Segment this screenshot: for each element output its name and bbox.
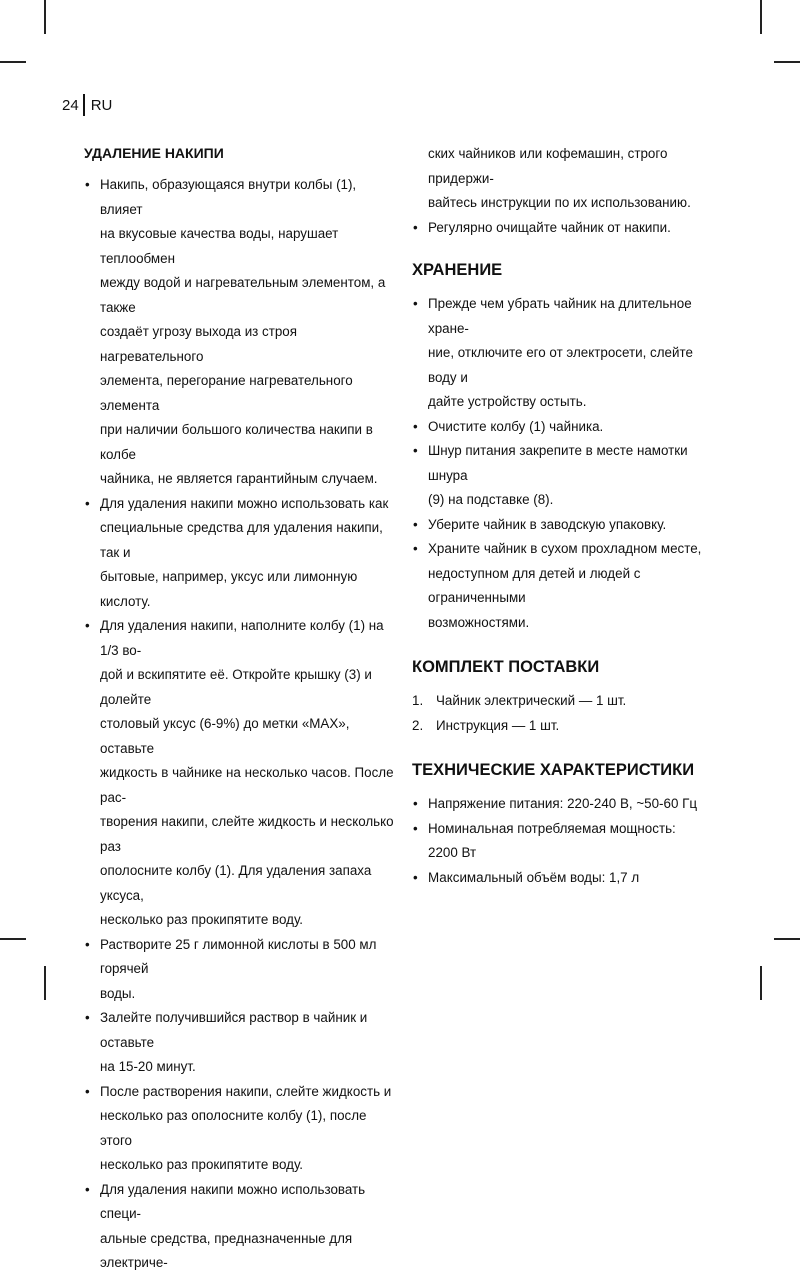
specs-title: ТЕХНИЧЕСКИЕ ХАРАКТЕРИСТИКИ (412, 761, 695, 779)
crop-mark (44, 0, 46, 34)
crop-mark (774, 61, 800, 63)
text-line: • Храните чайник в сухом прохладном месте, (428, 541, 702, 556)
text-line: несколько раз прокипятите воду. (100, 1157, 304, 1172)
text-line: • Для удаления накипи можно использовать как (100, 495, 389, 511)
text-line: специальные средства для удаления накипи, так и (100, 520, 383, 560)
descaling-title: УДАЛЕНИЕ НАКИПИ (84, 145, 224, 161)
list-item (412, 415, 712, 440)
item-text: Чайник электрический — 1 шт. (436, 693, 627, 708)
descaling-list (84, 173, 400, 1276)
list-item (412, 439, 712, 513)
text-line: • Уберите чайник в заводскую упаковку. (428, 516, 667, 532)
page-number: 24 (62, 96, 79, 114)
text-line: воды. (100, 985, 136, 1001)
storage-list (412, 292, 712, 635)
text-line: ских чайников или кофемашин, строго придержи- (428, 146, 668, 186)
text-line: столовый уксус (6-9%) до метки «MAX», оставьте (100, 716, 350, 756)
text-line: между водой и нагревательным элементом, а также (100, 275, 386, 315)
text-line: • Очистите колбу (1) чайника. (428, 418, 604, 434)
text-line: 2200 Вт (428, 845, 477, 860)
text-line: несколько раз ополосните колбу (1), после этого (100, 1108, 367, 1148)
list-item (84, 1080, 400, 1178)
text-line: на 15-20 минут. (100, 1059, 196, 1074)
list-item (412, 714, 712, 739)
text-line: • После растворения накипи, слейте жидкость и (100, 1083, 392, 1099)
text-line: вайтесь инструкции по их использованию. (428, 195, 691, 210)
text-line: дайте устройству остыть. (428, 394, 587, 409)
list-item (412, 866, 712, 891)
text-line: возможностями. (428, 614, 530, 630)
list-item (412, 689, 712, 714)
item-number: 2. (412, 717, 424, 733)
text-line: • Максимальный объём воды: 1,7 л (428, 869, 640, 885)
list-item (84, 1178, 400, 1276)
item-number: 1. (412, 693, 424, 708)
list-item (412, 216, 712, 241)
text-line: • Для удаления накипи можно использовать специ- (100, 1181, 366, 1221)
text-line: дой и вскипятите её. Откройте крышку (3) и долейте (100, 667, 372, 707)
text-line: несколько раз прокипятите воду. (100, 912, 304, 927)
list-item (84, 1006, 400, 1080)
crop-mark (774, 938, 800, 940)
descaling-list-continued (412, 142, 712, 240)
list-item (84, 492, 400, 615)
language-code: RU (90, 96, 113, 114)
text-line: • Шнур питания закрепите в месте намотки шнура (428, 443, 688, 483)
package-list (412, 689, 712, 738)
text-line: недоступном для детей и людей с ограниченными (428, 565, 641, 605)
item-text: Инструкция — 1 шт. (436, 717, 560, 733)
text-line: альные средства, предназначенные для электриче- (100, 1230, 353, 1270)
text-line: бытовые, например, уксус или лимонную кислоту. (100, 569, 358, 609)
text-line: • Для удаления накипи, наполните колбу (1) на 1/3 во- (100, 618, 384, 658)
storage-title: ХРАНЕНИЕ (412, 261, 503, 279)
list-item (412, 292, 712, 415)
header-divider (83, 94, 85, 116)
text-line: жидкость в чайнике на несколько часов. После рас- (100, 765, 394, 805)
page-header (62, 94, 112, 116)
list-item (84, 614, 400, 933)
text-line: ополосните колбу (1). Для удаления запаха уксуса, (100, 863, 372, 903)
text-line: • Регулярно очищайте чайник от накипи. (428, 219, 671, 235)
text-line: • Залейте получившийся раствор в чайник и оставьте (100, 1010, 368, 1050)
text-line: • Напряжение питания: 220-240 В, ~50-60 Гц (428, 796, 698, 811)
list-item (412, 513, 712, 538)
crop-mark (0, 61, 26, 63)
specs-list (412, 792, 712, 890)
crop-mark (0, 938, 26, 940)
text-line: • Номинальная потребляемая мощность: (428, 820, 676, 836)
text-line: • Растворите 25 г лимонной кислоты в 500 мл горячей (100, 936, 377, 976)
list-item (412, 817, 712, 866)
list-item (412, 792, 712, 817)
crop-mark (44, 966, 46, 1000)
list-item (412, 537, 712, 635)
text-line: чайника, не является гарантийным случаем. (100, 471, 378, 486)
list-item (84, 173, 400, 492)
text-line: (9) на подставке (8). (428, 492, 554, 507)
list-item (84, 933, 400, 1007)
crop-mark (760, 0, 762, 34)
list-item (412, 142, 712, 216)
text-line: на вкусовые качества воды, нарушает теплообмен (100, 226, 339, 266)
package-title: КОМПЛЕКТ ПОСТАВКИ (412, 658, 600, 676)
text-line: • Накипь, образующаяся внутри колбы (1), влияет (100, 177, 357, 217)
crop-mark (760, 966, 762, 1000)
text-line: элемента, перегорание нагревательного элемента (100, 373, 353, 413)
text-line: создаёт угрозу выхода из строя нагревательного (100, 324, 298, 364)
text-line: • Прежде чем убрать чайник на длительное хране- (428, 296, 692, 336)
text-line: ние, отключите его от электросети, слейте воду и (428, 345, 693, 385)
text-line: творения накипи, слейте жидкость и несколько раз (100, 814, 394, 854)
text-line: при наличии большого количества накипи в колбе (100, 422, 373, 462)
right-column (412, 142, 712, 890)
left-column (84, 140, 400, 1276)
